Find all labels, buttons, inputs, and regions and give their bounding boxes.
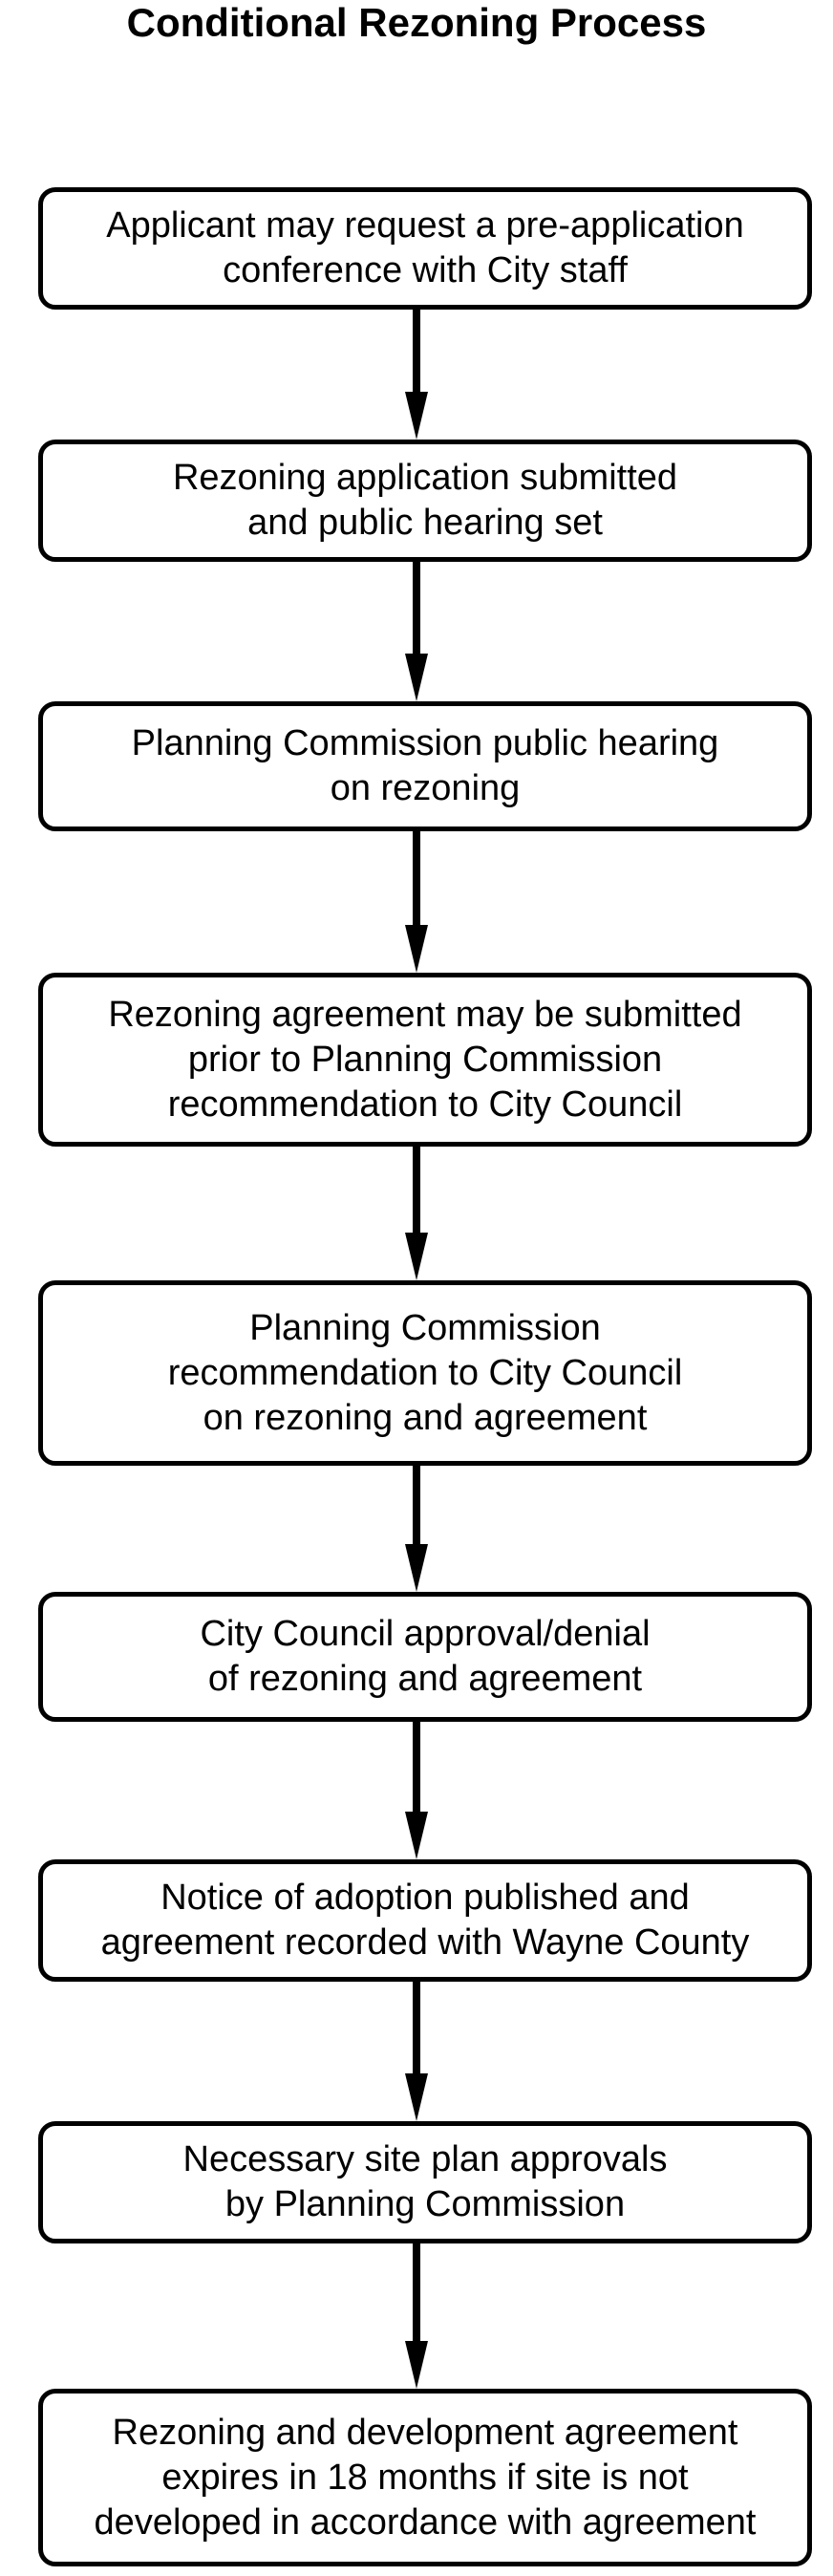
flow-step-4 <box>38 973 812 1147</box>
diagram-title: Conditional Rezoning Process <box>126 0 707 45</box>
flow-step-5 <box>38 1280 812 1466</box>
flow-arrow-7 <box>405 1982 428 2121</box>
flow-step-4-text: Rezoning agreement may be submitted prior to Planning Commission recommendation to City Council <box>108 994 742 1125</box>
flow-step-8 <box>38 2121 812 2243</box>
flow-arrow-2 <box>405 562 428 701</box>
flow-step-9-text: Rezoning and development agreement expires in 18 months if site is not developed in accordance with agreement <box>94 2412 757 2543</box>
flow-step-6 <box>38 1592 812 1722</box>
flow-step-3 <box>38 701 812 831</box>
flow-step-2-text: Rezoning application submitted and public hearing set <box>172 458 678 543</box>
flow-step-1-text: Applicant may request a pre-application conference with City staff <box>106 205 744 290</box>
flow-step-2 <box>38 440 812 562</box>
flow-step-3-text: Planning Commission public hearing on rezoning <box>131 723 719 808</box>
flow-step-7 <box>38 1859 812 1982</box>
flow-step-1 <box>38 187 812 310</box>
flow-step-6-text: City Council approval/denial of rezoning and agreement <box>200 1614 651 1699</box>
flow-step-8-text: Necessary site plan approvals by Planning Commission <box>182 2139 668 2224</box>
flow-arrow-5 <box>405 1466 428 1592</box>
flow-step-7-text: Notice of adoption published and agreement recorded with Wayne County <box>100 1878 750 1963</box>
flow-arrow-8 <box>405 2243 428 2389</box>
flow-arrow-6 <box>405 1722 428 1859</box>
flow-arrow-4 <box>405 1147 428 1280</box>
flow-step-5-text: Planning Commission recommendation to City Council on rezoning and agreement <box>167 1307 683 1438</box>
flow-arrow-1 <box>405 310 428 440</box>
flow-arrow-3 <box>405 831 428 973</box>
flow-step-9 <box>38 2389 812 2566</box>
